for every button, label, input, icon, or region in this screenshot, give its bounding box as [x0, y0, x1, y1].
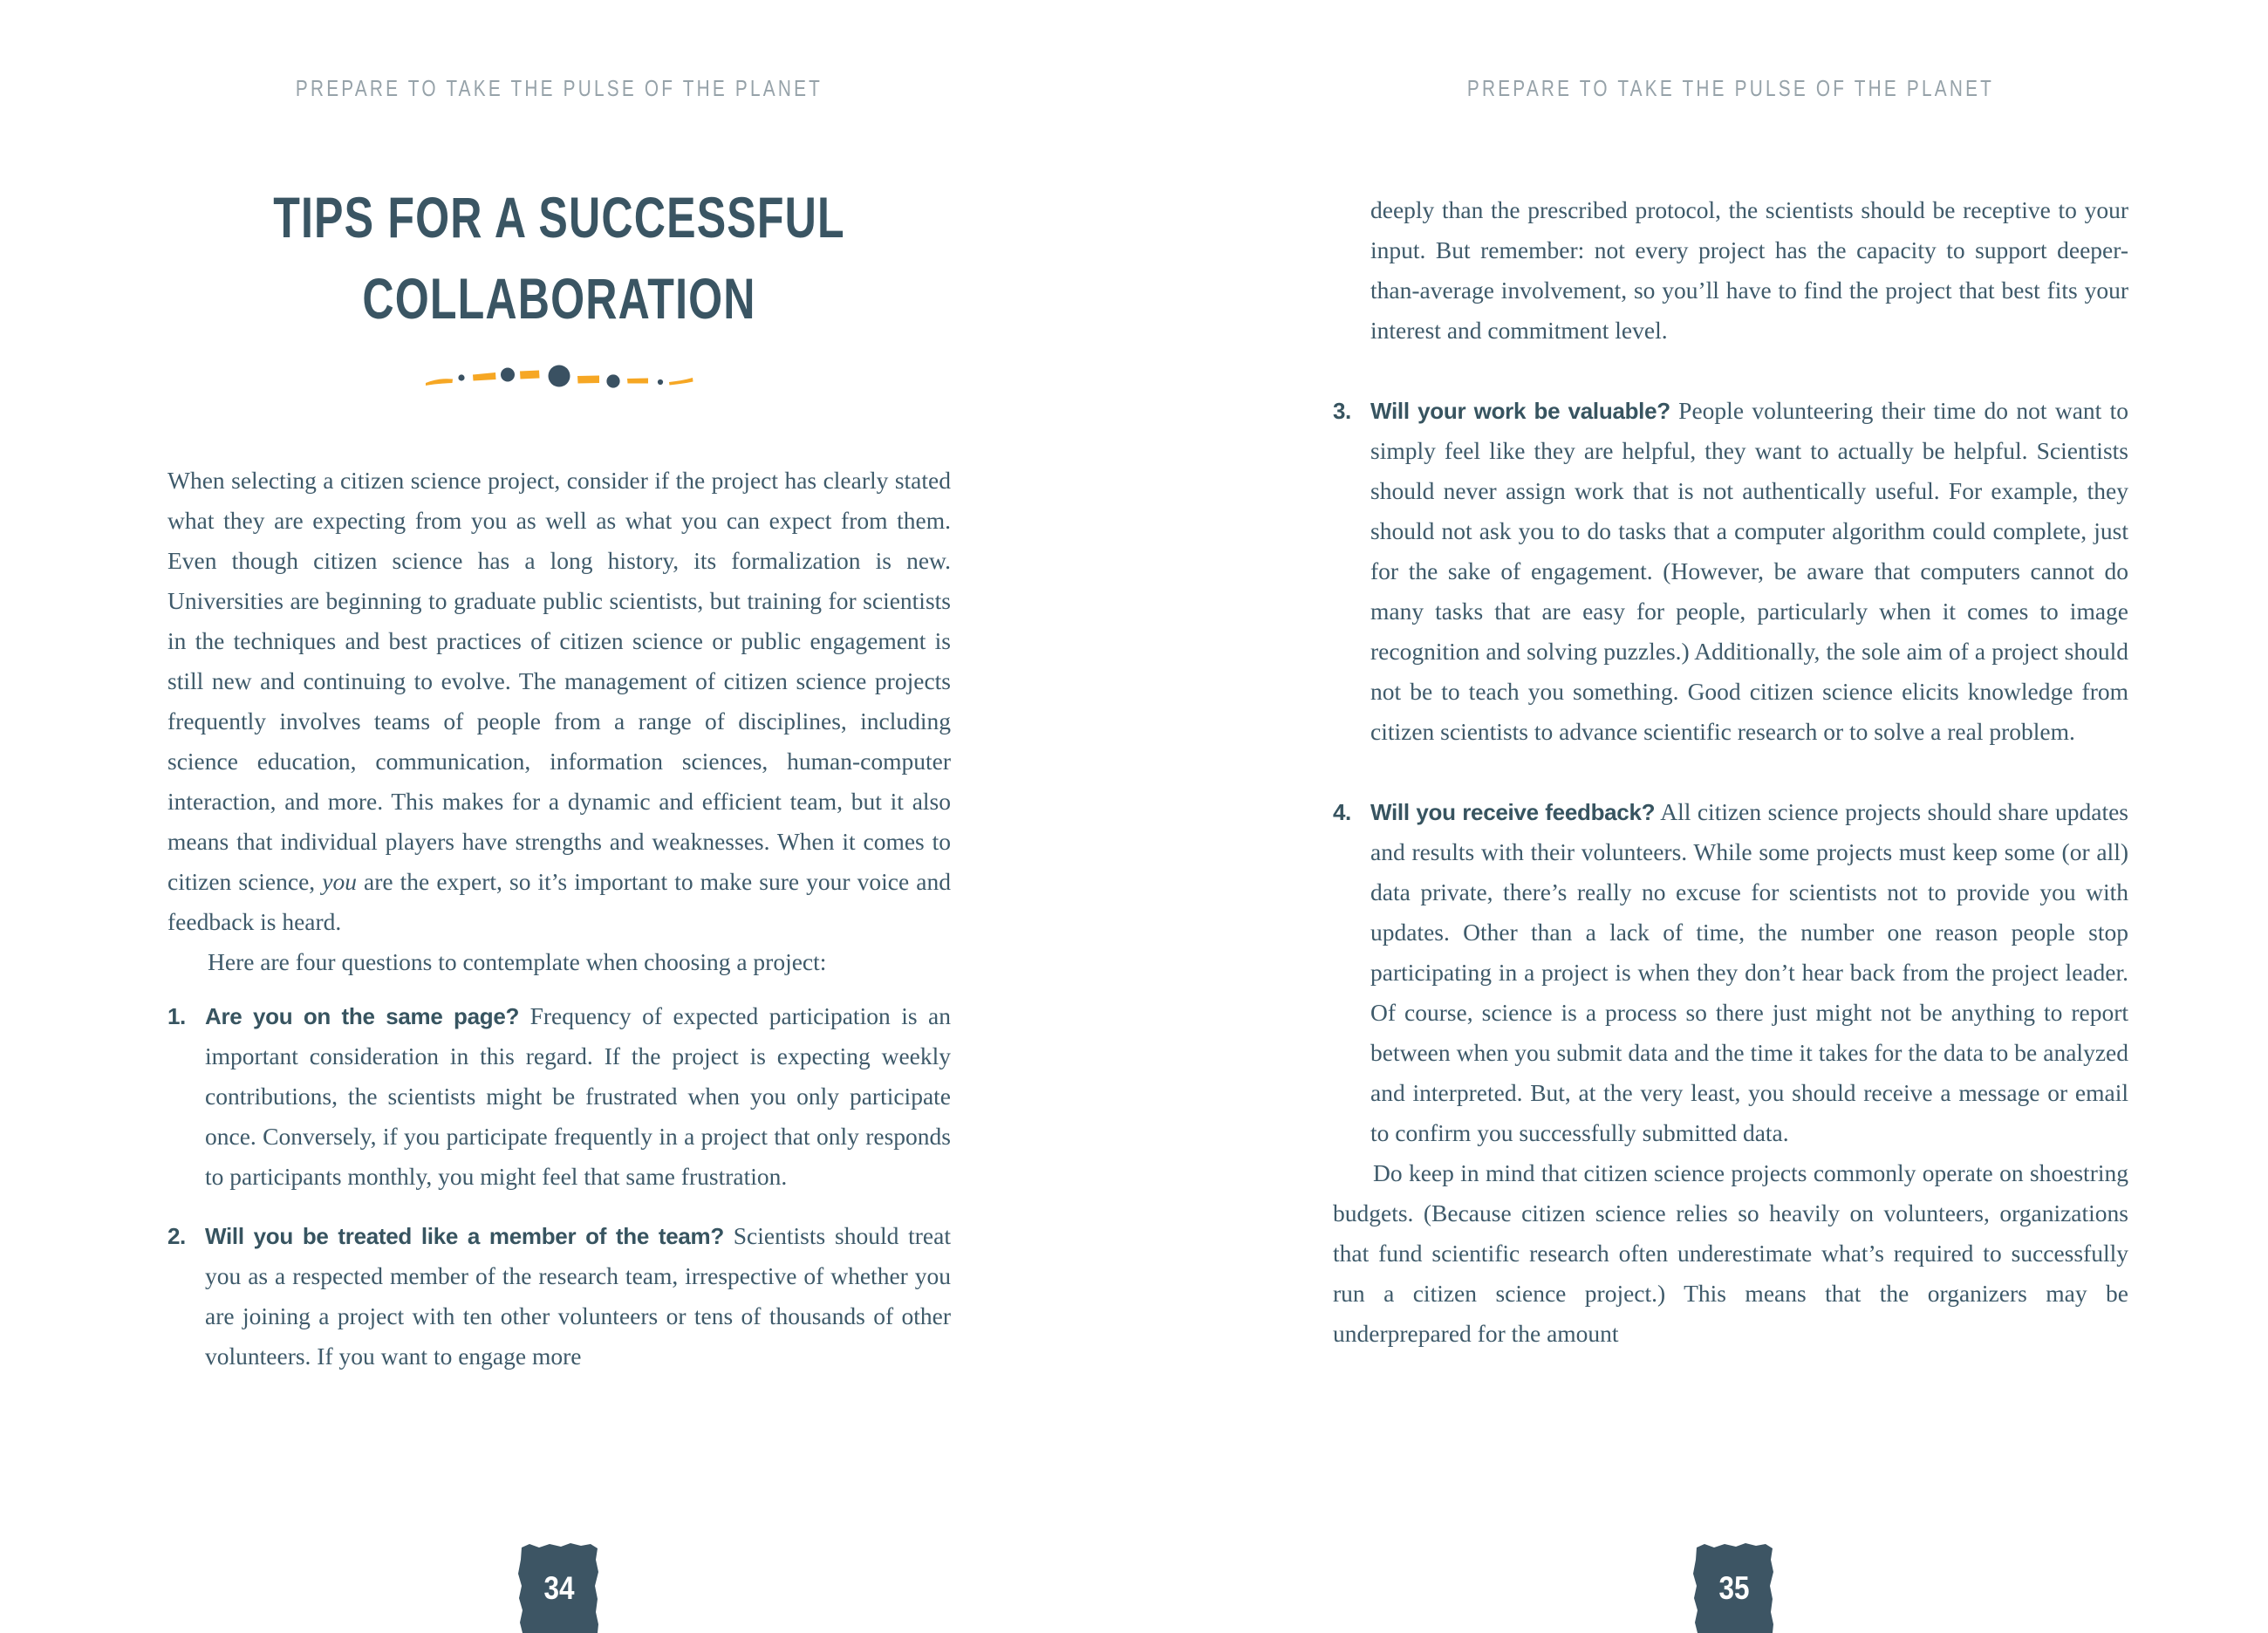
item-text: People volunteering their time do not want to simply feel like they are helpful, they want to actually be helpful. Scientists should never assign work that is not authentically useful. For example, they should not ask you to do tasks that a computer algorithm could complete, just for the sake of engagement. (However, be aware that computers cannot do many tasks that are easy for people, particularly when it comes to image recognition and solving puzzles.) Additionally, the sole aim of a project should not be to teach you something. Good citizen science elicits knowledge from citizen scientists to advance scientific research or to solve a real problem. — [1370, 397, 2128, 745]
left-text-column — [167, 461, 951, 1377]
intro-italic-you: you — [322, 868, 357, 895]
running-header: PREPARE TO TAKE THE PULSE OF THE PLANET — [1466, 75, 1995, 101]
list-item-3 — [1333, 391, 2128, 752]
chapter-title-line-2: COLLABORATION — [362, 266, 756, 331]
item-text: Scientists should treat you as a respected member of the research team, irrespective of whether you are joining a project with ten other volunteers or tens of thousands of other volunteers. If you want to engage more — [205, 1222, 951, 1370]
pulse-divider-ornament — [167, 361, 951, 396]
item-lead: Will you receive feedback? — [1370, 799, 1656, 825]
intro-text-before: When selecting a citizen science project, consider if the project has clearly stated what they are expecting from you as well as what you can expect from them. Even though citizen science has a long history, its formalization is new. Universities are beginning to graduate public scientists, but training for scientists in the techniques and best practices of citizen science or public engagement is still new and continuing to evolve. The management of citizen science projects frequently involves teams of people from a range of disciplines, including science education, communication, information sciences, human-computer interaction, and more. This makes for a dynamic and efficient team, but it also means that individual players have strengths and weaknesses. When it comes to citizen science, — [167, 467, 951, 895]
page-number: 35 — [1718, 1570, 1750, 1606]
item-lead: Are you on the same page? — [205, 1003, 520, 1029]
closing-paragraph: Do keep in mind that citizen science projects commonly operate on shoestring budgets. (Because citizen science relies so heavily on volunteers, organizations that fund scientific research often underestimate what’s required to successfully run a citizen science project.) This means that the organizers may be underprepared for the amount — [1333, 1159, 2128, 1347]
chapter-title-line-1: TIPS FOR A SUCCESSFUL — [273, 185, 845, 249]
list-item-1 — [167, 996, 951, 1197]
item-body — [1370, 792, 2128, 1153]
item-number: 4. — [1333, 799, 1351, 825]
item-number: 1. — [167, 1003, 186, 1029]
list-item-4 — [1333, 792, 2128, 1153]
item-lead: Will your work be valuable? — [1370, 398, 1670, 424]
page-number: 34 — [543, 1570, 575, 1606]
page-number-badge — [516, 1542, 603, 1633]
item-lead: Will you be treated like a member of the team? — [205, 1223, 724, 1249]
item-text: Frequency of expected participation is an important consideration in this regard. If the project is expecting weekly contributions, the scientists might be frustrated when you only participate once. Conversely, if you participate frequently in a project that only responds to participants monthly, you might feel that same frustration. — [205, 1002, 951, 1190]
item-number: 3. — [1333, 398, 1351, 424]
page-right — [1134, 0, 2268, 1633]
item-body — [205, 996, 951, 1197]
intro-paragraph — [167, 461, 951, 942]
right-text-column — [1333, 190, 2128, 1354]
list-item-2 — [167, 1216, 951, 1377]
item-text: All citizen science projects should share updates and results with their volunteers. While some projects must keep some (or all) data private, there’s really no excuse for scientists not to provide you with updates. Other than a lack of time, the number one reason people stop participating in a project is when they don’t hear back from the project leader. Of course, science is a process so there just might not be anything to report between when you submit data and the time it takes for the data to be analyzed and interpreted. But, at the very least, you should receive a message or email to confirm you successfully submitted data. — [1370, 798, 2128, 1146]
page-number-badge — [1691, 1542, 1778, 1633]
continuation-paragraph: deeply than the prescribed protocol, the scientists should be receptive to your input. But remember: not every project has the capacity to support deeper-than-average involvement, so you’ll have to find the project that best fits your interest and commitment level. — [1370, 196, 2128, 344]
pulse-divider-icon — [424, 361, 694, 396]
item-number: 2. — [167, 1223, 186, 1249]
item-body — [205, 1216, 951, 1377]
questions-lead-paragraph: Here are four questions to contemplate when choosing a project: — [208, 948, 827, 975]
running-header: PREPARE TO TAKE THE PULSE OF THE PLANET — [295, 75, 823, 101]
chapter-title — [262, 177, 857, 339]
item-body — [1370, 391, 2128, 752]
intro-text-after: are the expert, so it’s important to make sure your voice and feedback is heard. — [167, 868, 951, 935]
